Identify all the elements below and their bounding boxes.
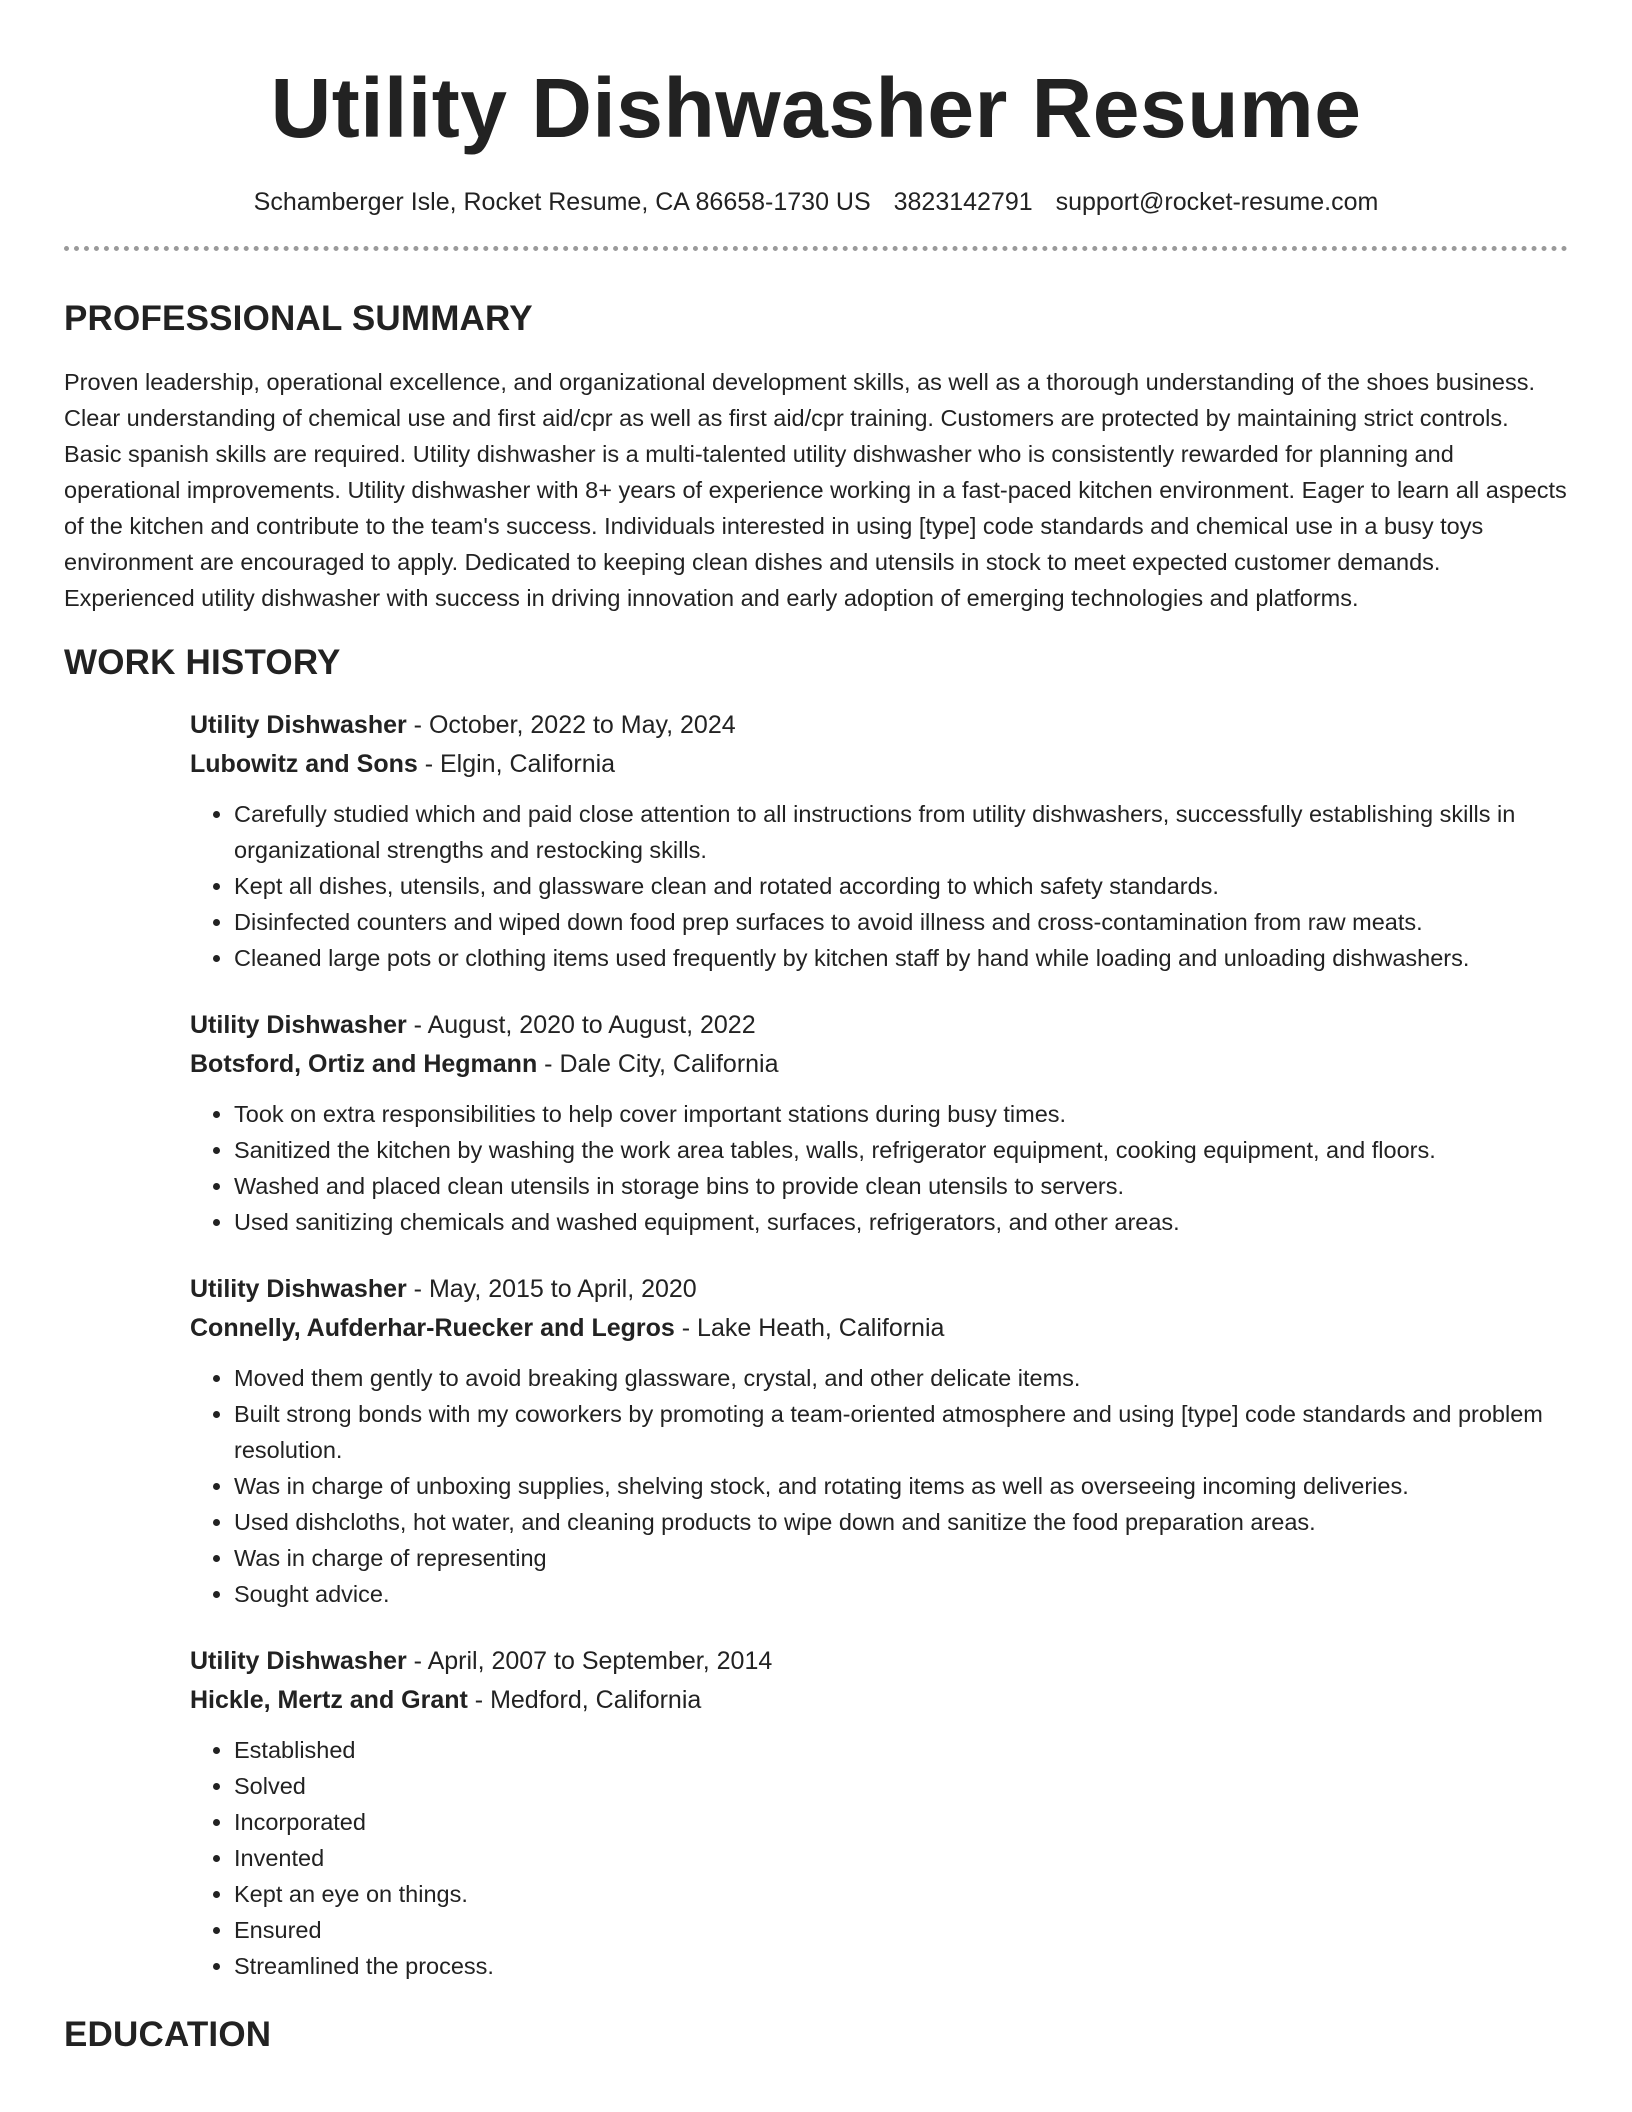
job-bullet: • Washed and placed clean utensils in storage bins to provide clean utensils to servers. (234, 1168, 1568, 1204)
job-bullets (190, 796, 1568, 976)
work-history-list (190, 706, 1568, 1984)
job-bullet: • Was in charge of unboxing supplies, shelving stock, and rotating items as well as overseeing incoming deliveries. (234, 1468, 1568, 1504)
job-entry (190, 1642, 1568, 1984)
job-location: - Medford, California (467, 1686, 702, 1714)
job-title-line (190, 1006, 1568, 1045)
resume-title: Utility Dishwasher Resume (270, 61, 1362, 155)
job-bullet: • Incorporated (234, 1804, 1568, 1840)
job-company-line (190, 745, 1568, 784)
job-entry (190, 1006, 1568, 1240)
job-location: - Dale City, California (537, 1050, 779, 1078)
job-title-line (190, 706, 1568, 745)
job-bullet: • Used sanitizing chemicals and washed equipment, surfaces, refrigerators, and other areas. (234, 1204, 1568, 1240)
job-entry (190, 706, 1568, 976)
job-dates: - April, 2007 to September, 2014 (406, 1647, 773, 1675)
job-bullet: • Used dishcloths, hot water, and cleaning products to wipe down and sanitize the food preparation areas. (234, 1504, 1568, 1540)
job-location: - Lake Heath, California (674, 1314, 945, 1342)
contact-address: Schamberger Isle, Rocket Resume, CA 86658-1730 US (253, 188, 871, 216)
job-company: Connelly, Aufderhar-Ruecker and Legros (190, 1314, 675, 1342)
job-bullets (190, 1096, 1568, 1240)
summary-heading: PROFESSIONAL SUMMARY (64, 299, 533, 338)
job-dates: - August, 2020 to August, 2022 (406, 1011, 756, 1039)
job-bullets (190, 1732, 1568, 1984)
job-bullet: • Streamlined the process. (234, 1948, 1568, 1984)
contact-phone: 3823142791 (893, 188, 1033, 216)
job-title: Utility Dishwasher (190, 1275, 407, 1303)
job-bullet: • Moved them gently to avoid breaking glassware, crystal, and other delicate items. (234, 1360, 1568, 1396)
job-bullet: • Took on extra responsibilities to help cover important stations during busy times. (234, 1096, 1568, 1132)
header-divider (64, 246, 1568, 251)
job-entry (190, 1270, 1568, 1612)
job-title: Utility Dishwasher (190, 711, 407, 739)
job-company: Lubowitz and Sons (190, 750, 418, 778)
job-bullet: • Carefully studied which and paid close attention to all instructions from utility dishwashers, successfully establishing skills in organizational strengths and restocking skills. (234, 796, 1568, 868)
job-company-line (190, 1045, 1568, 1084)
job-bullet: • Kept all dishes, utensils, and glassware clean and rotated according to which safety standards. (234, 868, 1568, 904)
job-bullet: • Kept an eye on things. (234, 1876, 1568, 1912)
job-title-line (190, 1270, 1568, 1309)
education-heading: EDUCATION (64, 2015, 272, 2054)
job-bullets (190, 1360, 1568, 1612)
job-bullet: • Sanitized the kitchen by washing the work area tables, walls, refrigerator equipment, cooking equipment, and floors. (234, 1132, 1568, 1168)
work-history-heading: WORK HISTORY (64, 643, 341, 682)
job-bullet: • Ensured (234, 1912, 1568, 1948)
job-bullet: • Invented (234, 1840, 1568, 1876)
contact-line (64, 186, 1568, 218)
job-location: - Elgin, California (417, 750, 616, 778)
job-bullet: • Disinfected counters and wiped down food prep surfaces to avoid illness and cross-contamination from raw meats. (234, 904, 1568, 940)
job-dates: - May, 2015 to April, 2020 (406, 1275, 697, 1303)
job-dates: - October, 2022 to May, 2024 (406, 711, 736, 739)
job-bullet: • Was in charge of representing (234, 1540, 1568, 1576)
contact-email: support@rocket-resume.com (1055, 188, 1379, 216)
job-bullet: • Solved (234, 1768, 1568, 1804)
job-company-line (190, 1309, 1568, 1348)
job-title: Utility Dishwasher (190, 1647, 407, 1675)
job-bullet: • Sought advice. (234, 1576, 1568, 1612)
job-title: Utility Dishwasher (190, 1011, 407, 1039)
job-company-line (190, 1681, 1568, 1720)
job-bullet: • Established (234, 1732, 1568, 1768)
job-bullet: • Cleaned large pots or clothing items used frequently by kitchen staff by hand while loading and unloading dishwashers. (234, 940, 1568, 976)
job-title-line (190, 1642, 1568, 1681)
summary-text: Proven leadership, operational excellence, and organizational development skills, as well as a thorough understanding of the shoes business. Clear understanding of chemical use and first aid/cpr as well as first aid/cpr training. Customers are protected by maintaining strict controls. Basic spanish skills are required. Utility dishwasher is a multi-talented utility dishwasher who is consistently rewarded for planning and operational improvements. Utility dishwasher with 8+ years of experience working in a fast-paced kitchen environment. Eager to learn all aspects of the kitchen and contribute to the team's success. Individuals interested in using [type] code standards and chemical use in a busy toys environment are encouraged to apply. Dedicated to keeping clean dishes and utensils in stock to meet expected customer demands. Experienced utility dishwasher with success in driving innovation and early adoption of emerging technologies and platforms. (64, 369, 1567, 611)
job-company: Botsford, Ortiz and Hegmann (190, 1050, 538, 1078)
job-bullet: • Built strong bonds with my coworkers by promoting a team-oriented atmosphere and using [type] code standards and problem resolution. (234, 1396, 1568, 1468)
job-company: Hickle, Mertz and Grant (190, 1686, 468, 1714)
